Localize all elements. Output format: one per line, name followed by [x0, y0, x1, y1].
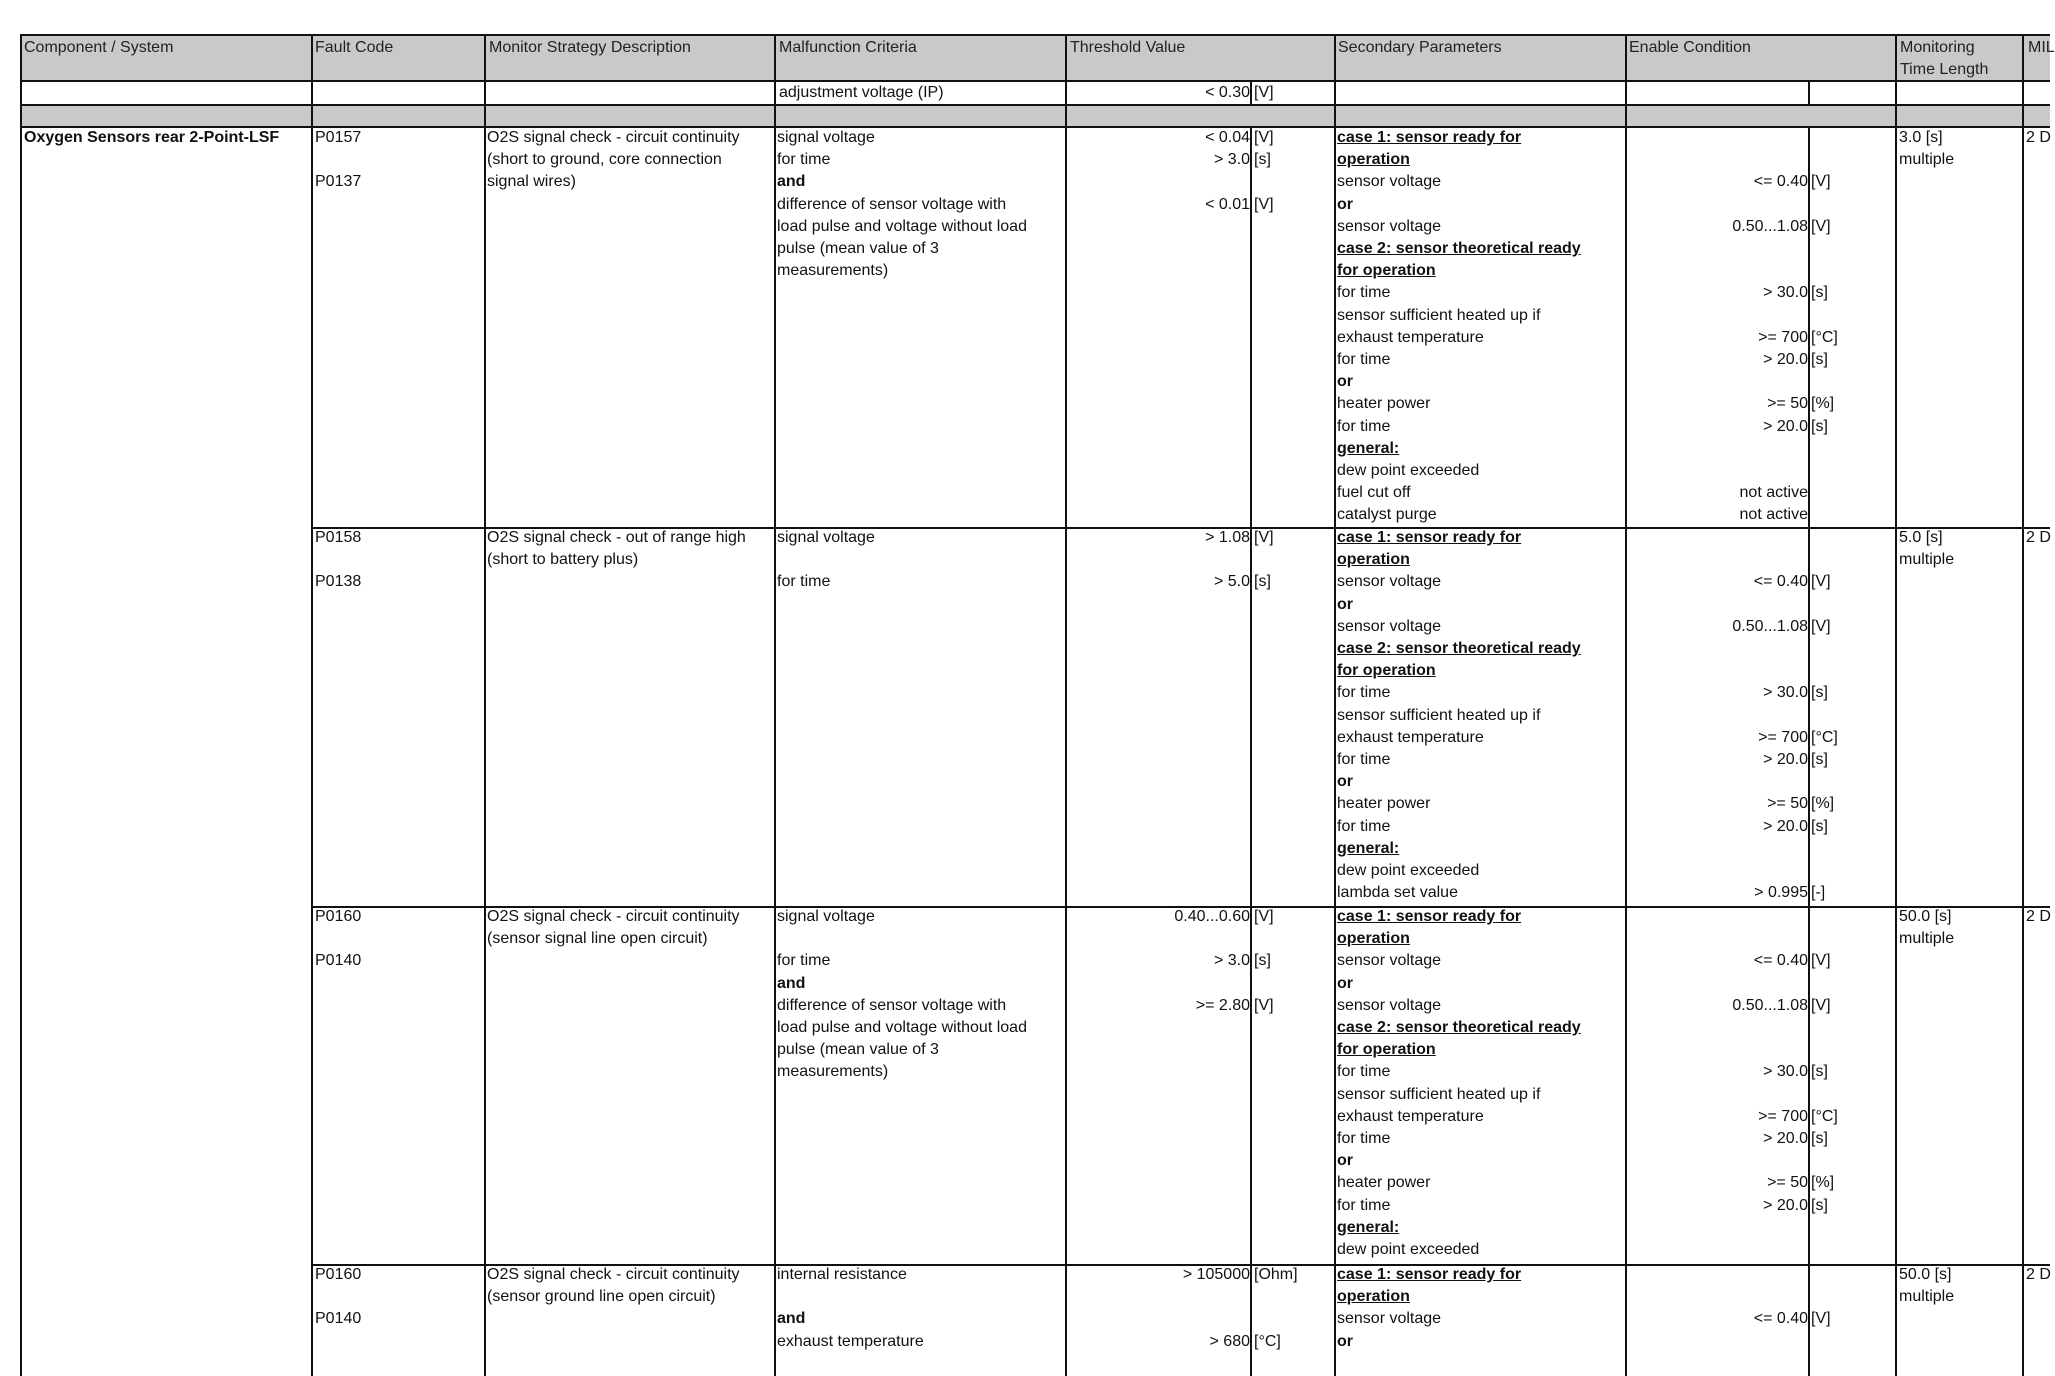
enable-value: not active: [1739, 484, 1808, 502]
secondary-param: operation: [1337, 151, 1410, 169]
strategy-line: O2S signal check - circuit continuity: [487, 908, 740, 925]
enable-value: <= 0.40: [1753, 1310, 1808, 1328]
strategy-line: O2S signal check - circuit continuity: [487, 1266, 740, 1283]
header-mil: MIL: [2028, 39, 2055, 56]
threshold-unit: [V]: [1254, 996, 1274, 1014]
enable-unit: [V]: [1811, 573, 1831, 591]
criteria-text: signal voltage: [777, 908, 875, 925]
enable-value: >= 50: [1767, 395, 1808, 413]
secondary-param: case 2: sensor theoretical ready: [1337, 640, 1581, 657]
fault-code: P0157: [315, 129, 362, 146]
secondary-param: sensor voltage: [1337, 217, 1442, 235]
header-threshold-value: Threshold Value: [1070, 39, 1186, 56]
v-line-a-8: [1808, 80, 1810, 104]
enable-value: >= 50: [1767, 1174, 1808, 1192]
secondary-param: case 2: sensor theoretical ready: [1337, 240, 1581, 257]
criteria-text: signal voltage: [777, 129, 875, 146]
secondary-param: general:: [1337, 839, 1400, 857]
threshold-value: > 680: [1209, 1332, 1250, 1350]
threshold-value: > 1.08: [1205, 529, 1250, 546]
enable-value: > 0.995: [1754, 884, 1808, 902]
mil-value: 2 D: [2026, 1266, 2051, 1283]
enable-unit: [s]: [1811, 1130, 1828, 1147]
secondary-param: sensor voltage: [1337, 617, 1442, 635]
secondary-param: case 2: sensor theoretical ready: [1337, 1019, 1581, 1036]
fault-code: P0138: [315, 573, 362, 591]
secondary-param: fuel cut off: [1337, 484, 1411, 502]
threshold-unit: [V]: [1254, 195, 1274, 213]
secondary-param: sensor voltage: [1337, 173, 1442, 191]
enable-value: not active: [1739, 506, 1808, 524]
enable-unit: [s]: [1811, 417, 1828, 435]
secondary-param: operation: [1337, 1288, 1410, 1306]
enable-unit: [°C]: [1811, 1107, 1838, 1125]
secondary-param: sensor sufficient heated up if: [1337, 706, 1541, 724]
secondary-param: or: [1337, 974, 1353, 992]
fault-code: P0137: [315, 173, 362, 191]
enable-value: <= 0.40: [1753, 173, 1808, 191]
secondary-param: sensor voltage: [1337, 952, 1442, 970]
enable-value: > 20.0: [1763, 1130, 1808, 1147]
threshold-unit: [V]: [1254, 529, 1274, 546]
criteria-text: measurements): [777, 262, 889, 280]
header-monitoring-time: Monitoring: [1900, 39, 1975, 56]
fault-code: P0160: [315, 908, 362, 925]
enable-value: > 30.0: [1763, 684, 1808, 702]
criteria-text: signal voltage: [777, 529, 875, 546]
h-line-2: [20, 104, 2050, 106]
criteria-text: and: [777, 1310, 806, 1328]
fault-code: P0140: [315, 952, 362, 970]
enable-value: 0.50...1.08: [1732, 617, 1808, 635]
secondary-param: for operation: [1337, 662, 1436, 680]
threshold-unit: [°C]: [1254, 1332, 1281, 1350]
header-secondary-parameters: Secondary Parameters: [1338, 39, 1502, 56]
threshold-value: > 3.0: [1213, 151, 1250, 169]
monitoring-time: multiple: [1899, 930, 1955, 948]
secondary-param: sensor sufficient heated up if: [1337, 306, 1541, 324]
enable-unit: [%]: [1811, 1174, 1835, 1192]
secondary-param: lambda set value: [1337, 884, 1458, 902]
secondary-param: operation: [1337, 551, 1410, 569]
criteria-text: for time: [777, 573, 831, 591]
enable-unit: [V]: [1811, 952, 1831, 970]
secondary-param: exhaust temperature: [1337, 328, 1484, 346]
enable-value: <= 0.40: [1753, 573, 1808, 591]
criteria-text: and: [777, 974, 806, 992]
secondary-param: exhaust temperature: [1337, 728, 1484, 746]
enable-value: <= 0.40: [1753, 952, 1808, 970]
enable-value: >= 50: [1767, 795, 1808, 813]
header-monitor-strategy: Monitor Strategy Description: [489, 39, 691, 56]
h-line-1: [20, 80, 2050, 82]
secondary-param: case 1: sensor ready for: [1337, 908, 1522, 925]
secondary-param: for operation: [1337, 262, 1436, 280]
criteria-text: difference of sensor voltage with: [777, 195, 1007, 213]
strategy-line: O2S signal check - circuit continuity: [487, 129, 740, 146]
secondary-param: heater power: [1337, 1174, 1431, 1192]
secondary-param: or: [1337, 773, 1353, 791]
threshold-unit: [s]: [1254, 952, 1271, 970]
mil-value: 2 D: [2026, 908, 2051, 925]
enable-unit: [s]: [1811, 351, 1828, 368]
v-line-a-5: [1250, 80, 1252, 104]
secondary-param: general:: [1337, 439, 1400, 457]
separator-band: [20, 106, 2050, 126]
h-line-0: [20, 34, 2050, 36]
header-malfunction-criteria: Malfunction Criteria: [779, 39, 917, 56]
secondary-param: for time: [1337, 751, 1391, 768]
enable-value: >= 700: [1758, 1107, 1808, 1125]
secondary-param: heater power: [1337, 795, 1431, 813]
secondary-param: sensor voltage: [1337, 996, 1442, 1014]
secondary-param: or: [1337, 595, 1353, 613]
enable-value: > 20.0: [1763, 417, 1808, 435]
secondary-param: dew point exceeded: [1337, 462, 1480, 479]
monitoring-time: 5.0 [s]: [1899, 529, 1943, 546]
v-line-9: [1895, 34, 1897, 1376]
strategy-line: (short to ground, core connection: [487, 151, 722, 169]
criteria-text: difference of sensor voltage with: [777, 996, 1007, 1014]
mil-value: 2 D: [2026, 129, 2051, 146]
criteria-text: for time: [777, 151, 831, 169]
secondary-param: exhaust temperature: [1337, 1107, 1484, 1125]
threshold-value: > 5.0: [1213, 573, 1250, 591]
criteria-text: and: [777, 173, 806, 191]
mil-value: 2 D: [2026, 529, 2051, 546]
enable-unit: [V]: [1811, 996, 1831, 1014]
v-line-b-8: [1808, 126, 1810, 1376]
v-line-10: [2022, 34, 2024, 1376]
v-line-0: [20, 34, 22, 1376]
strategy-line: signal wires): [487, 173, 576, 191]
v-line-6: [1334, 34, 1336, 1376]
monitoring-time: 50.0 [s]: [1899, 1266, 1952, 1283]
secondary-param: heater power: [1337, 395, 1431, 413]
enable-unit: [s]: [1811, 751, 1828, 768]
component-name: Oxygen Sensors rear 2-Point-LSF: [24, 129, 280, 146]
enable-unit: [°C]: [1811, 728, 1838, 746]
monitoring-time: multiple: [1899, 1288, 1955, 1306]
strategy-line: O2S signal check - out of range high: [487, 529, 746, 546]
secondary-param: sensor voltage: [1337, 1310, 1442, 1328]
enable-value: > 20.0: [1763, 751, 1808, 768]
secondary-param: case 1: sensor ready for: [1337, 529, 1522, 546]
v-line-3: [774, 34, 776, 1376]
secondary-param: for time: [1337, 1063, 1391, 1081]
header-fault-code: Fault Code: [315, 39, 394, 56]
enable-value: 0.50...1.08: [1732, 217, 1808, 235]
enable-unit: [%]: [1811, 395, 1835, 413]
enable-value: > 20.0: [1763, 351, 1808, 368]
secondary-param: for operation: [1337, 1041, 1436, 1059]
enable-unit: [V]: [1811, 217, 1831, 235]
header-component: Component / System: [24, 39, 174, 56]
strategy-line: (sensor ground line open circuit): [487, 1288, 716, 1306]
criteria-text: measurements): [777, 1063, 889, 1081]
enable-value: > 20.0: [1763, 1196, 1808, 1214]
criteria-text: load pulse and voltage without load: [777, 1019, 1027, 1036]
enable-unit: [V]: [1811, 173, 1831, 191]
monitoring-time: 50.0 [s]: [1899, 908, 1952, 925]
enable-unit: [V]: [1811, 617, 1831, 635]
threshold-unit: [V]: [1254, 129, 1274, 146]
secondary-param: general:: [1337, 1218, 1400, 1236]
secondary-param: or: [1337, 1152, 1353, 1170]
enable-unit: [°C]: [1811, 328, 1838, 346]
threshold-value: 0.40...0.60: [1174, 908, 1250, 925]
criteria-text: for time: [777, 952, 831, 970]
enable-unit: [s]: [1811, 684, 1828, 702]
carryover-value: < 0.30: [1205, 84, 1250, 101]
v-line-4: [1065, 34, 1067, 1376]
enable-unit: [s]: [1811, 1063, 1828, 1081]
threshold-unit: [Ohm]: [1254, 1266, 1298, 1283]
v-line-2: [484, 34, 486, 1376]
monitoring-time: 3.0 [s]: [1899, 129, 1943, 146]
criteria-text: pulse (mean value of 3: [777, 240, 939, 257]
enable-unit: [s]: [1811, 1196, 1828, 1214]
threshold-unit: [V]: [1254, 908, 1274, 925]
secondary-param: case 1: sensor ready for: [1337, 1266, 1522, 1283]
monitoring-time: multiple: [1899, 551, 1955, 569]
secondary-param: or: [1337, 195, 1353, 213]
secondary-param: case 1: sensor ready for: [1337, 129, 1522, 146]
criteria-text: internal resistance: [777, 1266, 907, 1283]
threshold-value: > 3.0: [1213, 952, 1250, 970]
threshold-value: > 105000: [1182, 1266, 1250, 1283]
threshold-unit: [s]: [1254, 151, 1271, 169]
enable-value: > 20.0: [1763, 817, 1808, 835]
secondary-param: for time: [1337, 1130, 1391, 1147]
enable-unit: [s]: [1811, 284, 1828, 302]
enable-unit: [V]: [1811, 1310, 1831, 1328]
secondary-param: for time: [1337, 1196, 1391, 1214]
carryover-criteria: adjustment voltage (IP): [779, 84, 944, 101]
v-line-b-5: [1250, 126, 1252, 1376]
header-monitoring-time-2: Time Length: [1900, 61, 1989, 78]
secondary-param: for time: [1337, 684, 1391, 702]
threshold-value: >= 2.80: [1195, 996, 1250, 1014]
header-enable-condition: Enable Condition: [1629, 39, 1751, 56]
enable-value: > 30.0: [1763, 1063, 1808, 1081]
threshold-value: < 0.01: [1205, 195, 1250, 213]
secondary-param: for time: [1337, 351, 1391, 368]
secondary-param: or: [1337, 373, 1353, 391]
enable-value: >= 700: [1758, 728, 1808, 746]
secondary-param: dew point exceeded: [1337, 1241, 1480, 1258]
enable-unit: [-]: [1811, 884, 1826, 902]
secondary-param: operation: [1337, 930, 1410, 948]
enable-unit: [s]: [1811, 817, 1828, 835]
strategy-line: (sensor signal line open circuit): [487, 930, 708, 948]
enable-value: >= 700: [1758, 328, 1808, 346]
secondary-param: catalyst purge: [1337, 506, 1437, 524]
monitoring-time: multiple: [1899, 151, 1955, 169]
fault-code: P0158: [315, 529, 362, 546]
enable-value: > 30.0: [1763, 284, 1808, 302]
criteria-text: exhaust temperature: [777, 1332, 924, 1350]
secondary-param: for time: [1337, 417, 1391, 435]
strategy-line: (short to battery plus): [487, 551, 639, 569]
criteria-text: load pulse and voltage without load: [777, 217, 1027, 235]
threshold-unit: [s]: [1254, 573, 1271, 591]
secondary-param: sensor sufficient heated up if: [1337, 1085, 1541, 1103]
secondary-param: for time: [1337, 817, 1391, 835]
fault-code: P0140: [315, 1310, 362, 1328]
enable-unit: [%]: [1811, 795, 1835, 813]
secondary-param: sensor voltage: [1337, 573, 1442, 591]
carryover-unit: [V]: [1254, 84, 1274, 101]
fault-code: P0160: [315, 1266, 362, 1283]
secondary-param: dew point exceeded: [1337, 862, 1480, 879]
threshold-value: < 0.04: [1205, 129, 1250, 146]
secondary-param: for time: [1337, 284, 1391, 302]
enable-value: 0.50...1.08: [1732, 996, 1808, 1014]
secondary-param: or: [1337, 1332, 1353, 1350]
v-line-1: [311, 34, 313, 1376]
criteria-text: pulse (mean value of 3: [777, 1041, 939, 1059]
